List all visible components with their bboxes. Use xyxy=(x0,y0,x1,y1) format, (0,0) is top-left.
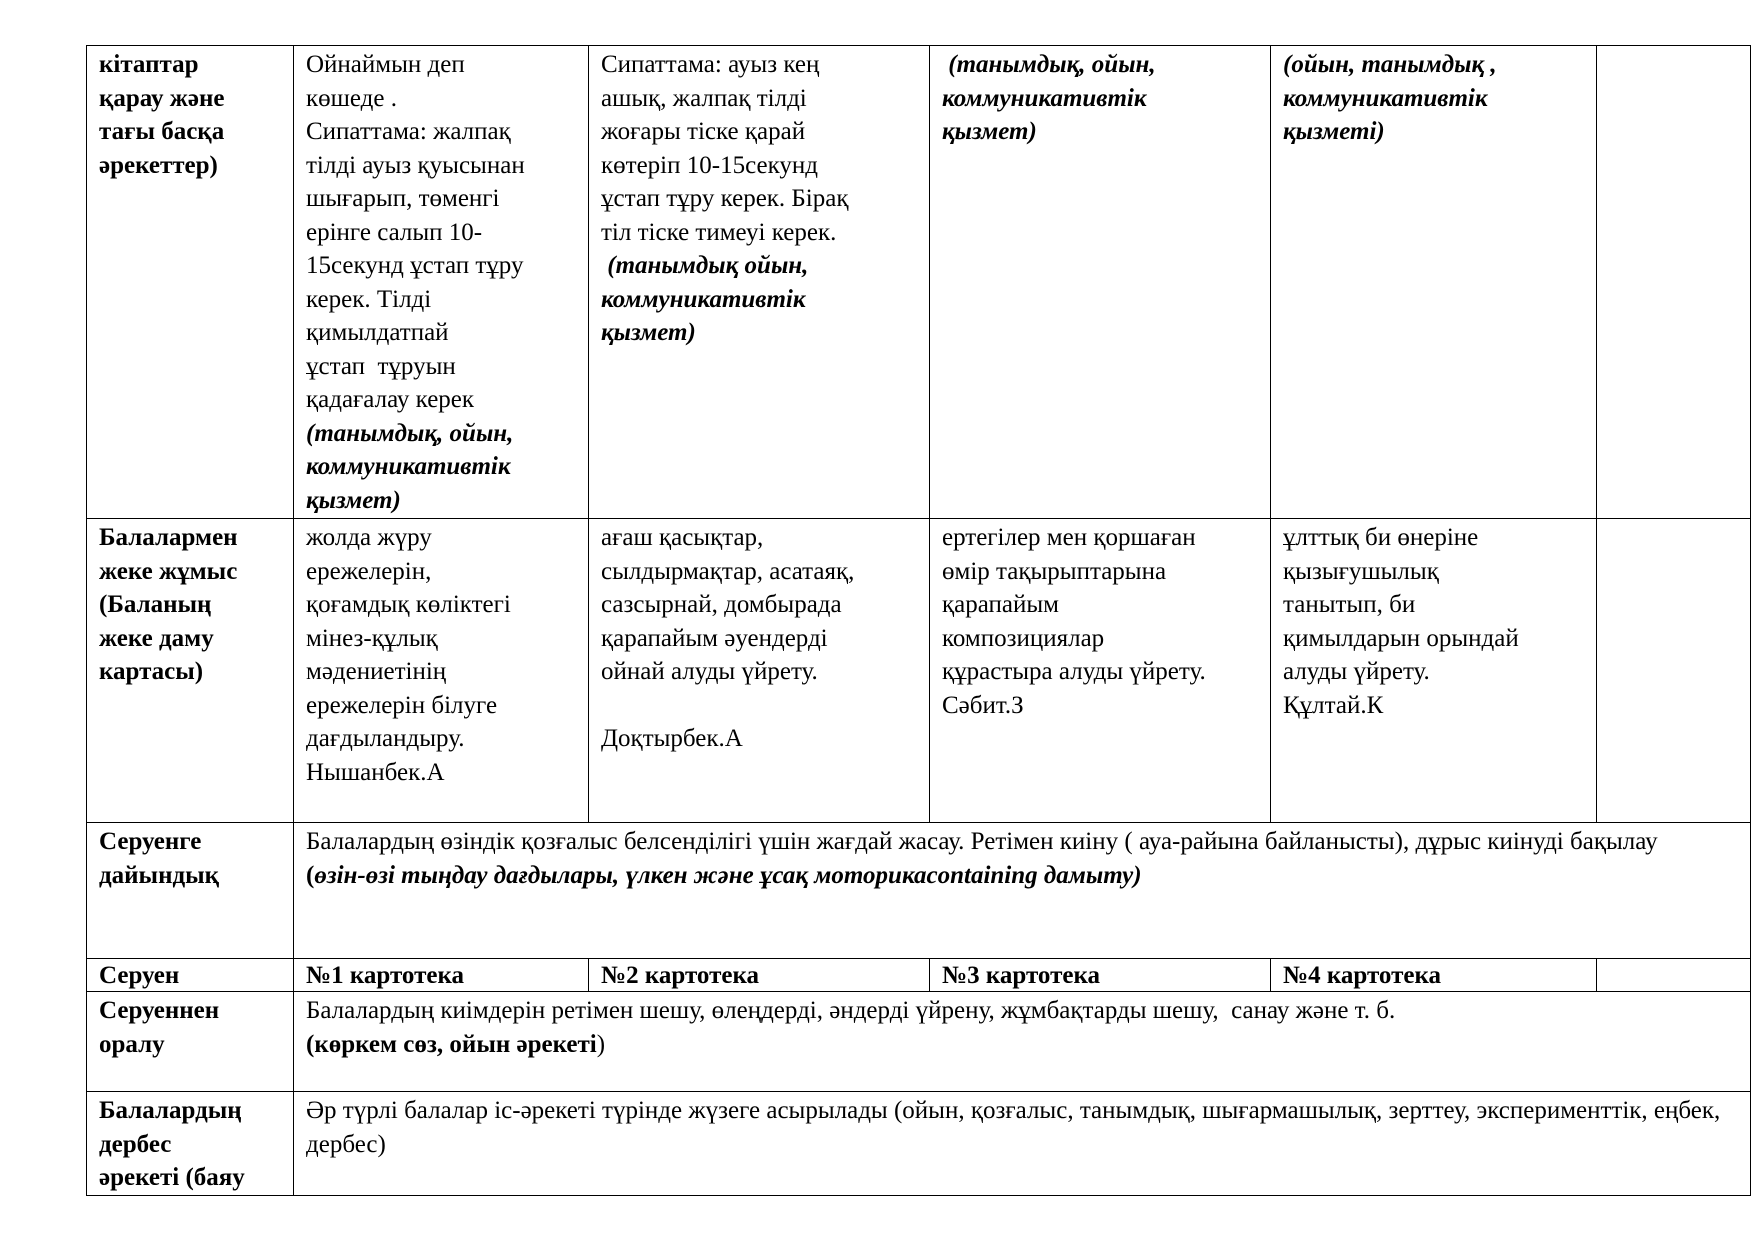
row-walk xyxy=(87,959,1751,992)
cell-thursday: (ойын, танымдық , коммуникативтік қызметі) xyxy=(1271,46,1597,519)
independent-activity-text: Әр түрлі балалар іс-әрекеті түрінде жүзеге асырылады (ойын, қозғалыс, танымдық, шығармашылық, зерттеу, эксперименттік, еңбек, дербес) xyxy=(294,1092,1751,1196)
cell-friday xyxy=(1597,46,1751,519)
daily-plan-table xyxy=(86,45,1751,1196)
row-label: Серуен xyxy=(87,959,294,992)
row-label: кітаптар қарау және тағы басқа әрекеттер) xyxy=(87,46,294,519)
row-label: Балалармен жеке жұмыс (Баланың жеке даму картасы) xyxy=(87,519,294,823)
cell-friday xyxy=(1597,519,1751,823)
walk-preparation-text: Балалардың өзіндік қозғалыс белсенділігі үшін жағдай жасау. Ретімен киіну ( ауа-райына байланысты), дұрыс киінуді бақылау (өзін-өзі тыңдау дағдылары, үлкен және ұсақ моторикаcontaining дамыту) xyxy=(294,823,1751,959)
cell-wednesday: (танымдық, ойын, коммуникативтік қызмет) xyxy=(930,46,1271,519)
cell-friday xyxy=(1597,959,1751,992)
cell-thursday: ұлттық би өнеріне қызығушылық танытып, би қимылдарын орындай алуды үйрету. Құлтай.К xyxy=(1271,519,1597,823)
row-individual-work xyxy=(87,519,1751,823)
row-label: Балалардың дербес әрекеті (баяу xyxy=(87,1092,294,1196)
return-from-walk-text: Балалардың киімдерін ретімен шешу, өлеңдерді, әндерді үйрену, жұмбақтарды шешу, санау және т. б. (көркем сөз, ойын әрекеті) xyxy=(294,992,1751,1092)
card-file-1: №1 картотека xyxy=(294,959,589,992)
card-file-3: №3 картотека xyxy=(930,959,1271,992)
row-books-activities xyxy=(87,46,1751,519)
cell-monday: жолда жүру ережелерін, қоғамдық көліктегі мінез-құлық мәдениетінің ережелерін білуге дағдыландыру. Нышанбек.А xyxy=(294,519,589,823)
row-label: Серуеннен оралу xyxy=(87,992,294,1092)
cell-tuesday: Сипаттама: ауыз кең ашық, жалпақ тілді жоғары тіске қарай көтеріп 10-15секунд ұстап тұру керек. Бірақ тіл тіске тимеуі керек. (танымдық ойын, коммуникативтік қызмет) xyxy=(589,46,930,519)
row-label: Серуенге дайындық xyxy=(87,823,294,959)
row-independent-activity xyxy=(87,1092,1751,1196)
cell-wednesday: ертегілер мен қоршаған өмір тақырыптарына қарапайым композициялар құрастыра алуды үйрету. Сәбит.З xyxy=(930,519,1271,823)
row-walk-preparation xyxy=(87,823,1751,959)
row-return-from-walk xyxy=(87,992,1751,1092)
card-file-2: №2 картотека xyxy=(589,959,930,992)
card-file-4: №4 картотека xyxy=(1271,959,1597,992)
cell-monday: Ойнаймын деп көшеде . Сипаттама: жалпақ тілді ауыз қуысынан шығарып, төменгі ерінге салып 10- 15секунд ұстап тұру керек. Тілді қимылдатпай ұстап тұруын қадағалау керек (танымдық, ойын, коммуникативтік қызмет) xyxy=(294,46,589,519)
cell-tuesday: ағаш қасықтар, сылдырмақтар, асатаяқ, сазсырнай, домбырада қарапайым әуендерді ойнай алуды үйрету. Доқтырбек.А xyxy=(589,519,930,823)
